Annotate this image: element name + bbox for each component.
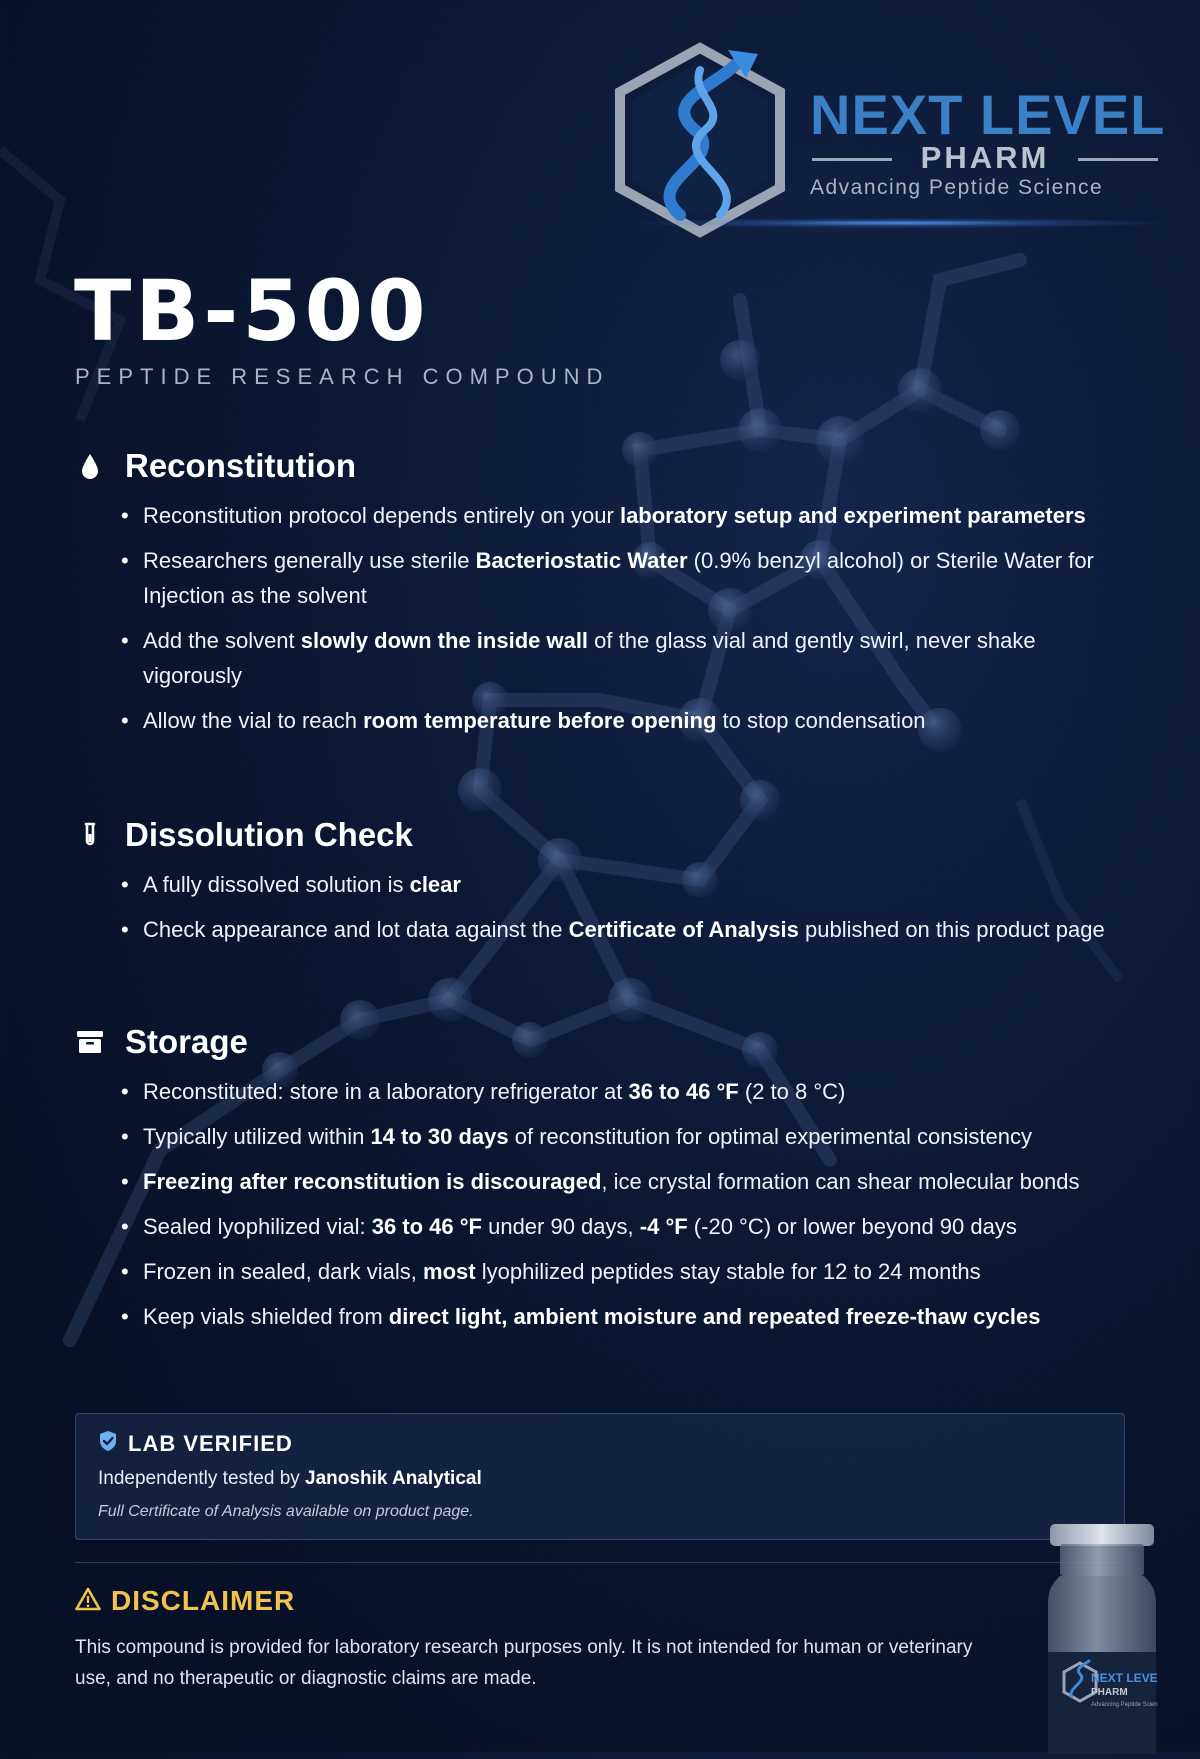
brand-rule-right: [1078, 158, 1158, 161]
section-dissolution: [75, 815, 1135, 957]
bullet-text: (-20 °C) or lower beyond 90 days: [687, 1214, 1017, 1239]
bullet-text: Sealed lyophilized vial:: [143, 1214, 372, 1239]
bullet-item: [121, 1119, 1135, 1154]
bullet-item: [121, 867, 1135, 902]
bullet-text: Allow the vial to reach: [143, 708, 364, 733]
water-drop-icon: [75, 451, 105, 481]
divider: [75, 1562, 1123, 1563]
vial-label-line3: Advancing Peptide Science: [1091, 1702, 1158, 1708]
bullet-text: of reconstitution for optimal experimental consistency: [508, 1124, 1032, 1149]
disclaimer-text: This compound is provided for laboratory research purposes only. It is not intended for human or veterinary use, and no therapeutic or diagnostic claims are made.: [75, 1637, 973, 1689]
bullet-text: Typically utilized within: [143, 1124, 371, 1149]
disclaimer-header: [75, 1585, 295, 1617]
vial-label-line2: PHARM: [1091, 1687, 1128, 1698]
product-title: TB-500: [74, 262, 430, 360]
lab-name: Janoshik Analytical: [305, 1468, 482, 1489]
lab-verified-line: [98, 1468, 482, 1490]
section-title: Storage: [125, 1023, 248, 1060]
warning-triangle-icon: [75, 1587, 101, 1616]
bullet-text: Reconstituted: store in a laboratory refrigerator at: [143, 1079, 629, 1104]
bullet-emphasis: direct light, ambient moisture and repeated freeze-thaw cycles: [388, 1304, 1041, 1329]
bullet-emphasis: -4 °F: [639, 1214, 688, 1239]
bullet-text: (2 to 8 °C): [738, 1079, 846, 1104]
hexagon-dna-arrow-logo: [600, 40, 800, 240]
bullet-text: under 90 days,: [481, 1214, 640, 1239]
bullet-emphasis: 14 to 30 days: [370, 1124, 509, 1149]
section-reconstitution: [75, 446, 1135, 748]
section-title: Reconstitution: [125, 447, 356, 484]
bullet-text: Reconstitution protocol depends entirely on your: [143, 503, 620, 528]
bullet-list: [75, 1074, 1135, 1334]
shield-check-icon: [98, 1430, 118, 1457]
disclaimer-title: DISCLAIMER: [111, 1585, 296, 1616]
bullet-emphasis: 36 to 46 °F: [371, 1214, 482, 1239]
bullet-text: to stop condensation: [716, 708, 926, 733]
bullet-emphasis: clear: [409, 872, 461, 897]
lab-verified-prefix: Independently tested by: [98, 1468, 306, 1489]
vial-label-line1: NEXT LEVEL: [1091, 1671, 1158, 1685]
bullet-text: Check appearance and lot data against the: [143, 917, 569, 942]
bullet-emphasis: slowly down the inside wall: [300, 628, 589, 653]
bullet-item: [121, 1164, 1135, 1199]
bullet-text: (0.9% benzyl alcohol) or Sterile Water for Injection as the solvent: [143, 548, 1094, 608]
bullet-item: [121, 703, 1135, 738]
bullet-text: Keep vials shielded from: [143, 1304, 389, 1329]
lab-verified-card: [75, 1413, 1125, 1540]
bullet-list: [75, 498, 1135, 738]
bullet-item: [121, 1254, 1135, 1289]
bullet-emphasis: most: [423, 1259, 476, 1284]
bullet-emphasis: 36 to 46 °F: [628, 1079, 739, 1104]
bullet-item: [121, 1299, 1135, 1334]
bullet-text: Frozen in sealed, dark vials,: [143, 1259, 424, 1284]
section-storage: [75, 1022, 1135, 1344]
bullet-item: [121, 1074, 1135, 1109]
bullet-text: Add the solvent: [143, 628, 301, 653]
brand-tagline: Advancing Peptide Science: [810, 176, 1104, 199]
bullet-text: of the glass vial and gently swirl, never shake vigorously: [143, 628, 1036, 688]
brand-glow: [640, 218, 1160, 228]
bullet-emphasis: room temperature before opening: [363, 708, 717, 733]
bullet-item: [121, 623, 1135, 693]
brand-name: NEXT LEVEL: [810, 83, 1166, 146]
bullet-emphasis: Bacteriostatic Water: [475, 548, 688, 573]
bullet-item: [121, 912, 1135, 947]
bullet-item: [121, 1209, 1135, 1244]
lab-verified-title: LAB VERIFIED: [128, 1430, 293, 1456]
brand-logo: [600, 40, 1170, 240]
section-title: Dissolution Check: [125, 816, 413, 853]
bullet-list: [75, 867, 1135, 947]
vial-image: [1046, 1522, 1158, 1754]
bullet-text: A fully dissolved solution is: [143, 872, 410, 897]
bullet-text: published on this product page: [798, 917, 1105, 942]
bullet-text: Researchers generally use sterile: [143, 548, 476, 573]
bullet-emphasis: laboratory setup and experiment parameters: [619, 503, 1086, 528]
bullet-text: lyophilized peptides stay stable for 12 to 24 months: [475, 1259, 981, 1284]
archive-box-icon: [75, 1027, 105, 1057]
bullet-emphasis: Certificate of Analysis: [568, 917, 799, 942]
product-subtitle: PEPTIDE RESEARCH COMPOUND: [75, 364, 610, 389]
bullet-item: [121, 543, 1135, 613]
bullet-emphasis: Freezing after reconstitution is discouraged: [143, 1169, 602, 1194]
bullet-text: , ice crystal formation can shear molecular bonds: [601, 1169, 1080, 1194]
bullet-item: [121, 498, 1135, 533]
brand-subname: PHARM: [920, 140, 1050, 175]
test-tube-icon: [75, 820, 105, 850]
lab-verified-note: Full Certificate of Analysis available on product page.: [98, 1503, 474, 1520]
